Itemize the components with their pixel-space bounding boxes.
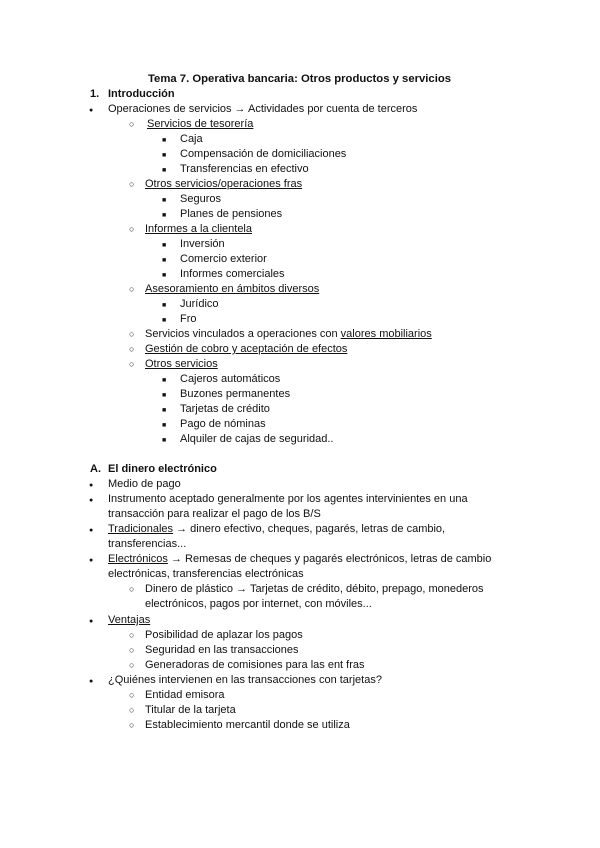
bullet-dot-icon [89,613,93,628]
section-number: 1. [90,88,100,100]
list-item: Generadoras de comisiones para las ent fras [145,659,365,671]
bullet-square-icon [162,162,166,177]
bullet-dot-icon [89,477,93,492]
list-item: Cajeros automáticos [180,373,281,385]
bullet-square-icon [162,312,166,327]
bullet-circle-icon [129,177,134,192]
list-item-continuation: transferencias... [108,538,187,550]
bullet-dot-icon [89,552,93,567]
list-item: Compensación de domiciliaciones [180,148,347,160]
list-item-quienes: ¿Quiénes intervienen en las transacciones con tarjetas? [108,674,382,686]
list-item-tradicionales [108,522,445,537]
list-item: Planes de pensiones [180,208,283,220]
bullet-square-icon [162,387,166,402]
electronicos-rest: → Remesas de cheques y pagarés electrónicos, letras de cambio [167,553,492,565]
list-item-continuation: electrónicas, transferencias electrónicas [108,568,304,580]
bullet-square-icon [162,207,166,222]
list-item: Informes comerciales [180,268,285,280]
list-item: Establecimiento mercantil donde se utiliza [145,719,350,731]
list-item-informes: Informes a la clientela [145,223,252,235]
bullet-square-icon [162,132,166,147]
bullet-square-icon [162,192,166,207]
list-item-otros-servicios: Otros servicios [145,358,218,370]
bullet-square-icon [162,432,166,447]
page-title: Tema 7. Operativa bancaria: Otros productos y servicios [148,73,452,85]
bullet-dot-icon [89,102,93,117]
list-item: Alquiler de cajas de seguridad.. [180,433,334,445]
bullet-square-icon [162,267,166,282]
bullet-circle-icon [129,718,134,733]
list-item: Operaciones de servicios → Actividades por cuenta de terceros [108,103,418,115]
list-item: Instrumento aceptado generalmente por los agentes intervinientes en una [108,493,468,505]
list-item: Medio de pago [108,478,181,490]
list-item: Caja [180,133,203,145]
bullet-square-icon [162,237,166,252]
list-item: Comercio exterior [180,253,267,265]
valores-link: valores mobiliarios [340,328,432,340]
list-item-ventajas: Ventajas [108,614,151,626]
bullet-dot-icon [89,673,93,688]
bullet-circle-icon [129,327,134,342]
bullet-circle-icon [129,703,134,718]
bullet-square-icon [162,297,166,312]
list-item: Posibilidad de aplazar los pagos [145,629,303,641]
list-item: Transferencias en efectivo [180,163,309,175]
bullet-square-icon [162,417,166,432]
bullet-circle-icon [129,342,134,357]
bullet-circle-icon [129,643,134,658]
list-item: Titular de la tarjeta [145,704,236,716]
list-item: Buzones permanentes [180,388,291,400]
list-item: Seguros [180,193,221,205]
bullet-square-icon [162,402,166,417]
bullet-circle-icon [129,282,134,297]
list-item: Dinero de plástico → Tarjetas de crédito, débito, prepago, monederos [145,583,484,595]
bullet-circle-icon [129,582,134,597]
list-item: Seguridad en las transacciones [145,644,299,656]
list-item-continuation: electrónicos, pagos por internet, con móviles... [145,598,372,610]
bullet-circle-icon [129,222,134,237]
bullet-circle-icon [129,628,134,643]
bullet-dot-icon [89,522,93,537]
list-item: Tarjetas de crédito [180,403,270,415]
list-item-gestion: Gestión de cobro y aceptación de efectos [145,343,348,355]
bullet-dot-icon [89,492,93,507]
valores-prefix: Servicios vinculados a operaciones con [145,328,341,340]
list-item: Inversión [180,238,225,250]
bullet-circle-icon [129,688,134,703]
list-item: Fro [180,313,197,325]
bullet-square-icon [162,372,166,387]
section-letter: A. [90,463,101,475]
list-item: Pago de nóminas [180,418,266,430]
section-heading-introduccion: Introducción [108,88,175,100]
electronicos-label: Electrónicos [108,553,168,565]
bullet-circle-icon [129,357,134,372]
list-item-otros-fras: Otros servicios/operaciones fras [145,178,303,190]
list-item-valores [145,327,432,342]
tradicionales-rest: → dinero efectivo, cheques, pagarés, letras de cambio, [173,523,446,535]
list-item: Entidad emisora [145,689,225,701]
bullet-circle-icon [129,117,134,132]
bullet-square-icon [162,252,166,267]
list-item-electronicos [108,552,491,567]
tradicionales-label: Tradicionales [108,523,174,535]
list-item-tesoreria: Servicios de tesorería [147,118,254,130]
section-heading-dinero-electronico: El dinero electrónico [108,463,217,475]
list-item-asesoramiento: Asesoramiento en ámbitos diversos [145,283,320,295]
bullet-square-icon [162,147,166,162]
list-item: Jurídico [180,298,219,310]
list-item-continuation: transacción para realizar el pago de los B/S [108,508,321,520]
bullet-circle-icon [129,658,134,673]
